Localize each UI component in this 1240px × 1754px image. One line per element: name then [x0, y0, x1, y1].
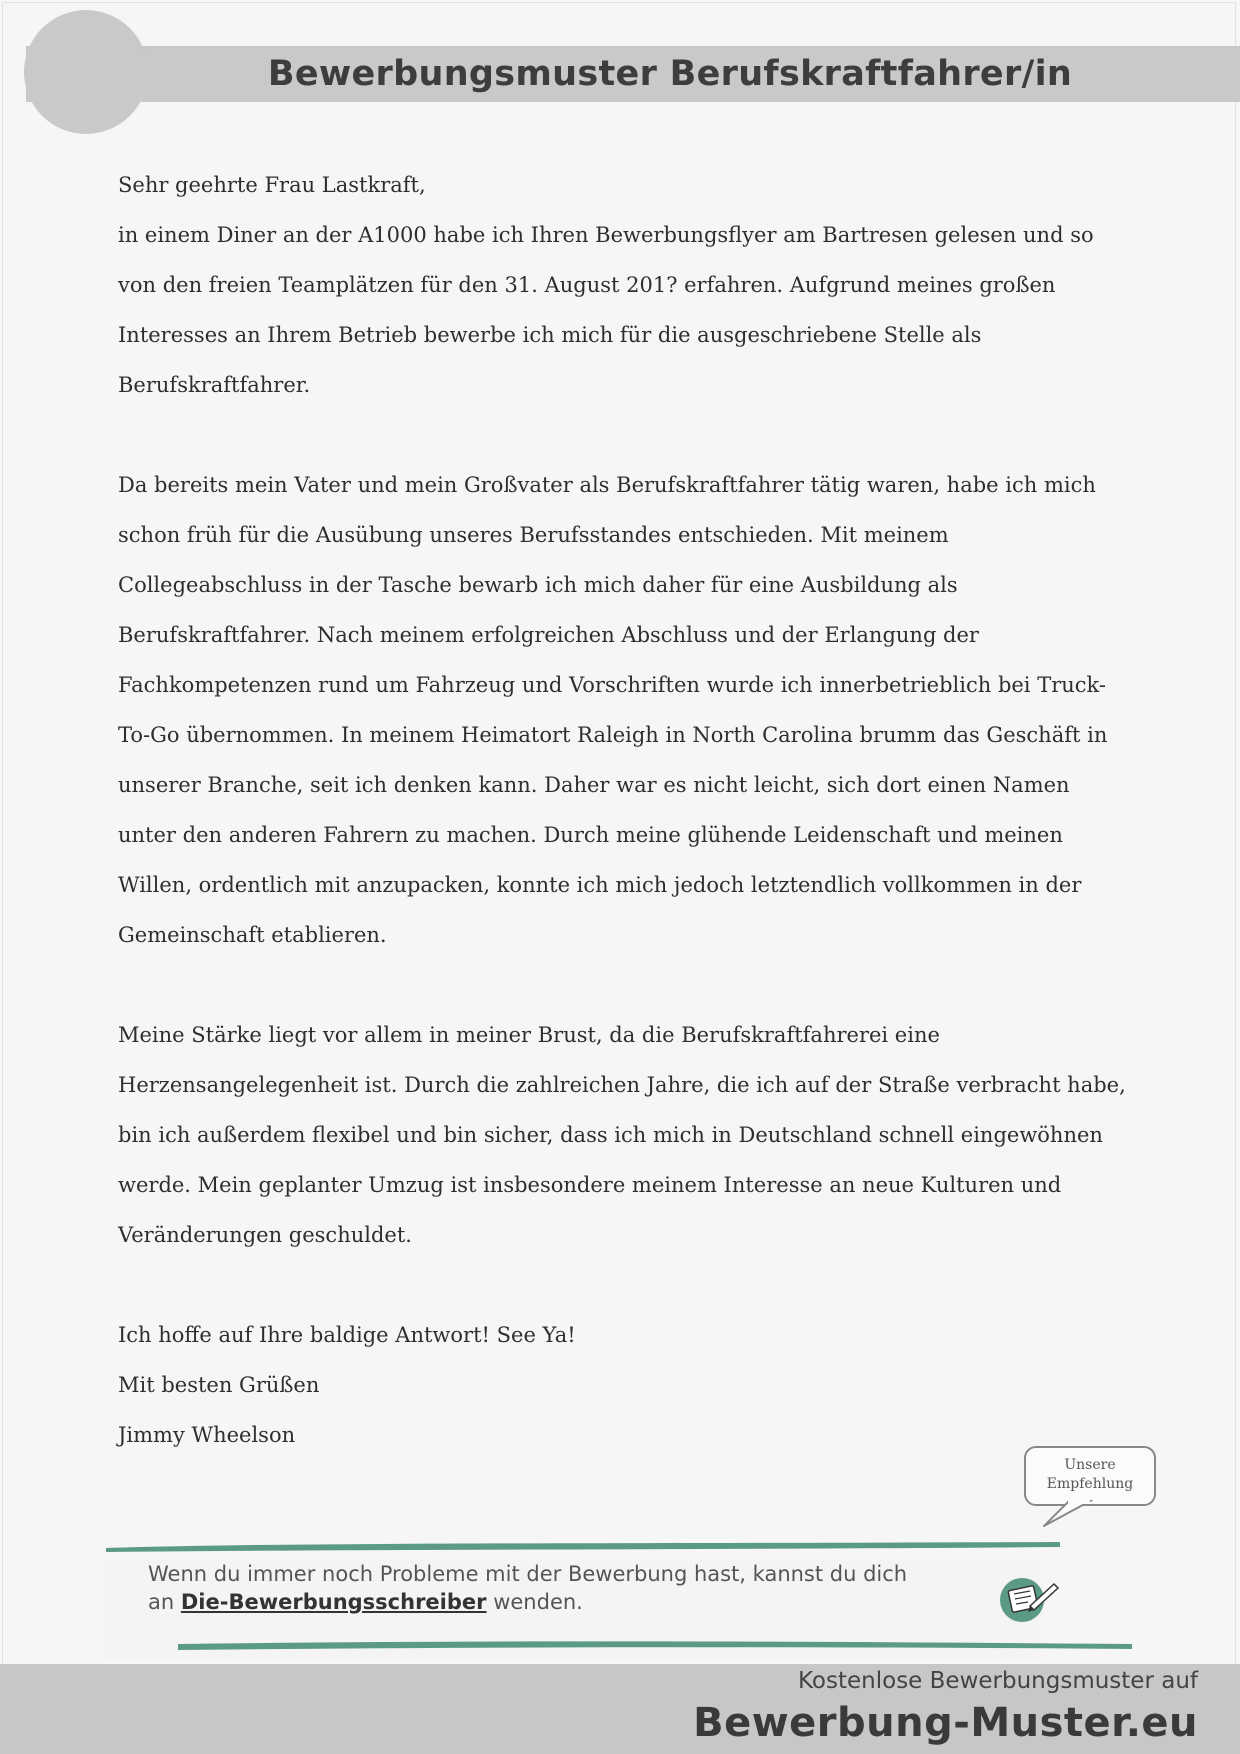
writing-paper-icon	[996, 1572, 1068, 1624]
letter-line: Da bereits mein Vater und mein Großvater als Berufskraftfahrer tätig waren, habe ich mich	[118, 473, 1096, 497]
letter-line: von den freien Teamplätzen für den 31. August 201? erfahren. Aufgrund meines großen	[118, 273, 1056, 297]
letter-line: Herzensangelegenheit ist. Durch die zahlreichen Jahre, die ich auf der Straße verbracht habe,	[118, 1073, 1126, 1097]
paragraph-gap	[118, 410, 1138, 460]
letter-closing: Ich hoffe auf Ihre baldige Antwort! See Ya!	[118, 1323, 576, 1347]
letter-signature-name: Jimmy Wheelson	[118, 1423, 296, 1447]
recommendation-line-2: Empfehlung	[1046, 1476, 1134, 1492]
letter-line: Berufskraftfahrer. Nach meinem erfolgreichen Abschluss und der Erlangung der	[118, 623, 979, 647]
promo-line-2	[148, 1588, 968, 1616]
bewerbungsschreiber-link[interactable]: Die-Bewerbungsschreiber	[180, 1590, 487, 1614]
paragraph-gap	[118, 960, 1138, 1010]
paragraph-gap	[118, 1260, 1138, 1310]
letter-line: Sehr geehrte Frau Lastkraft,	[118, 173, 426, 197]
letter-line: Collegeabschluss in der Tasche bewarb ich mich daher für eine Ausbildung als	[118, 573, 958, 597]
letter-line: Interesses an Ihrem Betrieb bewerbe ich mich für die ausgeschriebene Stelle als	[118, 323, 982, 347]
page-title: Bewerbungsmuster Berufskraftfahrer/in	[267, 54, 1073, 94]
promo-word-an: an	[148, 1590, 175, 1614]
letter-body	[118, 160, 1138, 1460]
footer-brand[interactable]: Bewerbung-Muster.eu	[693, 1700, 1198, 1746]
promo-word-wenden: wenden.	[493, 1590, 583, 1614]
letter-line: Willen, ordentlich mit anzupacken, konnte ich mich jedoch letztendlich vollkommen in der	[118, 873, 1082, 897]
letter-line: Veränderungen geschuldet.	[118, 1223, 412, 1247]
bubble-tail	[1040, 1500, 1100, 1530]
letter-line: To-Go übernommen. In meinem Heimatort Raleigh in North Carolina brumm das Geschäft in	[118, 723, 1108, 747]
letter-line: Meine Stärke liegt vor allem in meiner Brust, da die Berufskraftfahrerei eine	[118, 1023, 940, 1047]
letter-line: unserer Branche, seit ich denken kann. Daher war es nicht leicht, sich dort einen Namen	[118, 773, 1070, 797]
letter-line: bin ich außerdem flexibel und bin sicher, dass ich mich in Deutschland schnell eingewöhnen	[118, 1123, 1103, 1147]
letter-line: werde. Mein geplanter Umzug ist insbesondere meinem Interesse an neue Kulturen und	[118, 1173, 1062, 1197]
recommendation-bubble	[1024, 1446, 1156, 1506]
footer-tagline: Kostenlose Bewerbungsmuster auf	[798, 1668, 1198, 1694]
letter-line: Fachkompetenzen rund um Fahrzeug und Vorschriften wurde ich innerbetrieblich bei Truck-	[118, 673, 1106, 697]
letter-greeting: Mit besten Grüßen	[118, 1373, 320, 1397]
recommendation-line-1: Unsere	[1064, 1457, 1116, 1473]
promo-line-1: Wenn du immer noch Probleme mit der Bewerbung hast, kannst du dich	[148, 1562, 908, 1586]
header-circle-decoration	[24, 10, 148, 134]
letter-line: unter den anderen Fahrern zu machen. Durch meine glühende Leidenschaft und meinen	[118, 823, 1063, 847]
promo-text	[148, 1560, 968, 1616]
brush-stroke-top	[104, 1536, 1064, 1556]
letter-line: Berufskraftfahrer.	[118, 373, 311, 397]
letter-line: in einem Diner an der A1000 habe ich Ihren Bewerbungsflyer am Bartresen gelesen und so	[118, 223, 1094, 247]
letter-line: schon früh für die Ausübung unseres Berufsstandes entschieden. Mit meinem	[118, 523, 949, 547]
brush-stroke-bottom	[176, 1636, 1136, 1656]
letter-line: Gemeinschaft etablieren.	[118, 923, 387, 947]
